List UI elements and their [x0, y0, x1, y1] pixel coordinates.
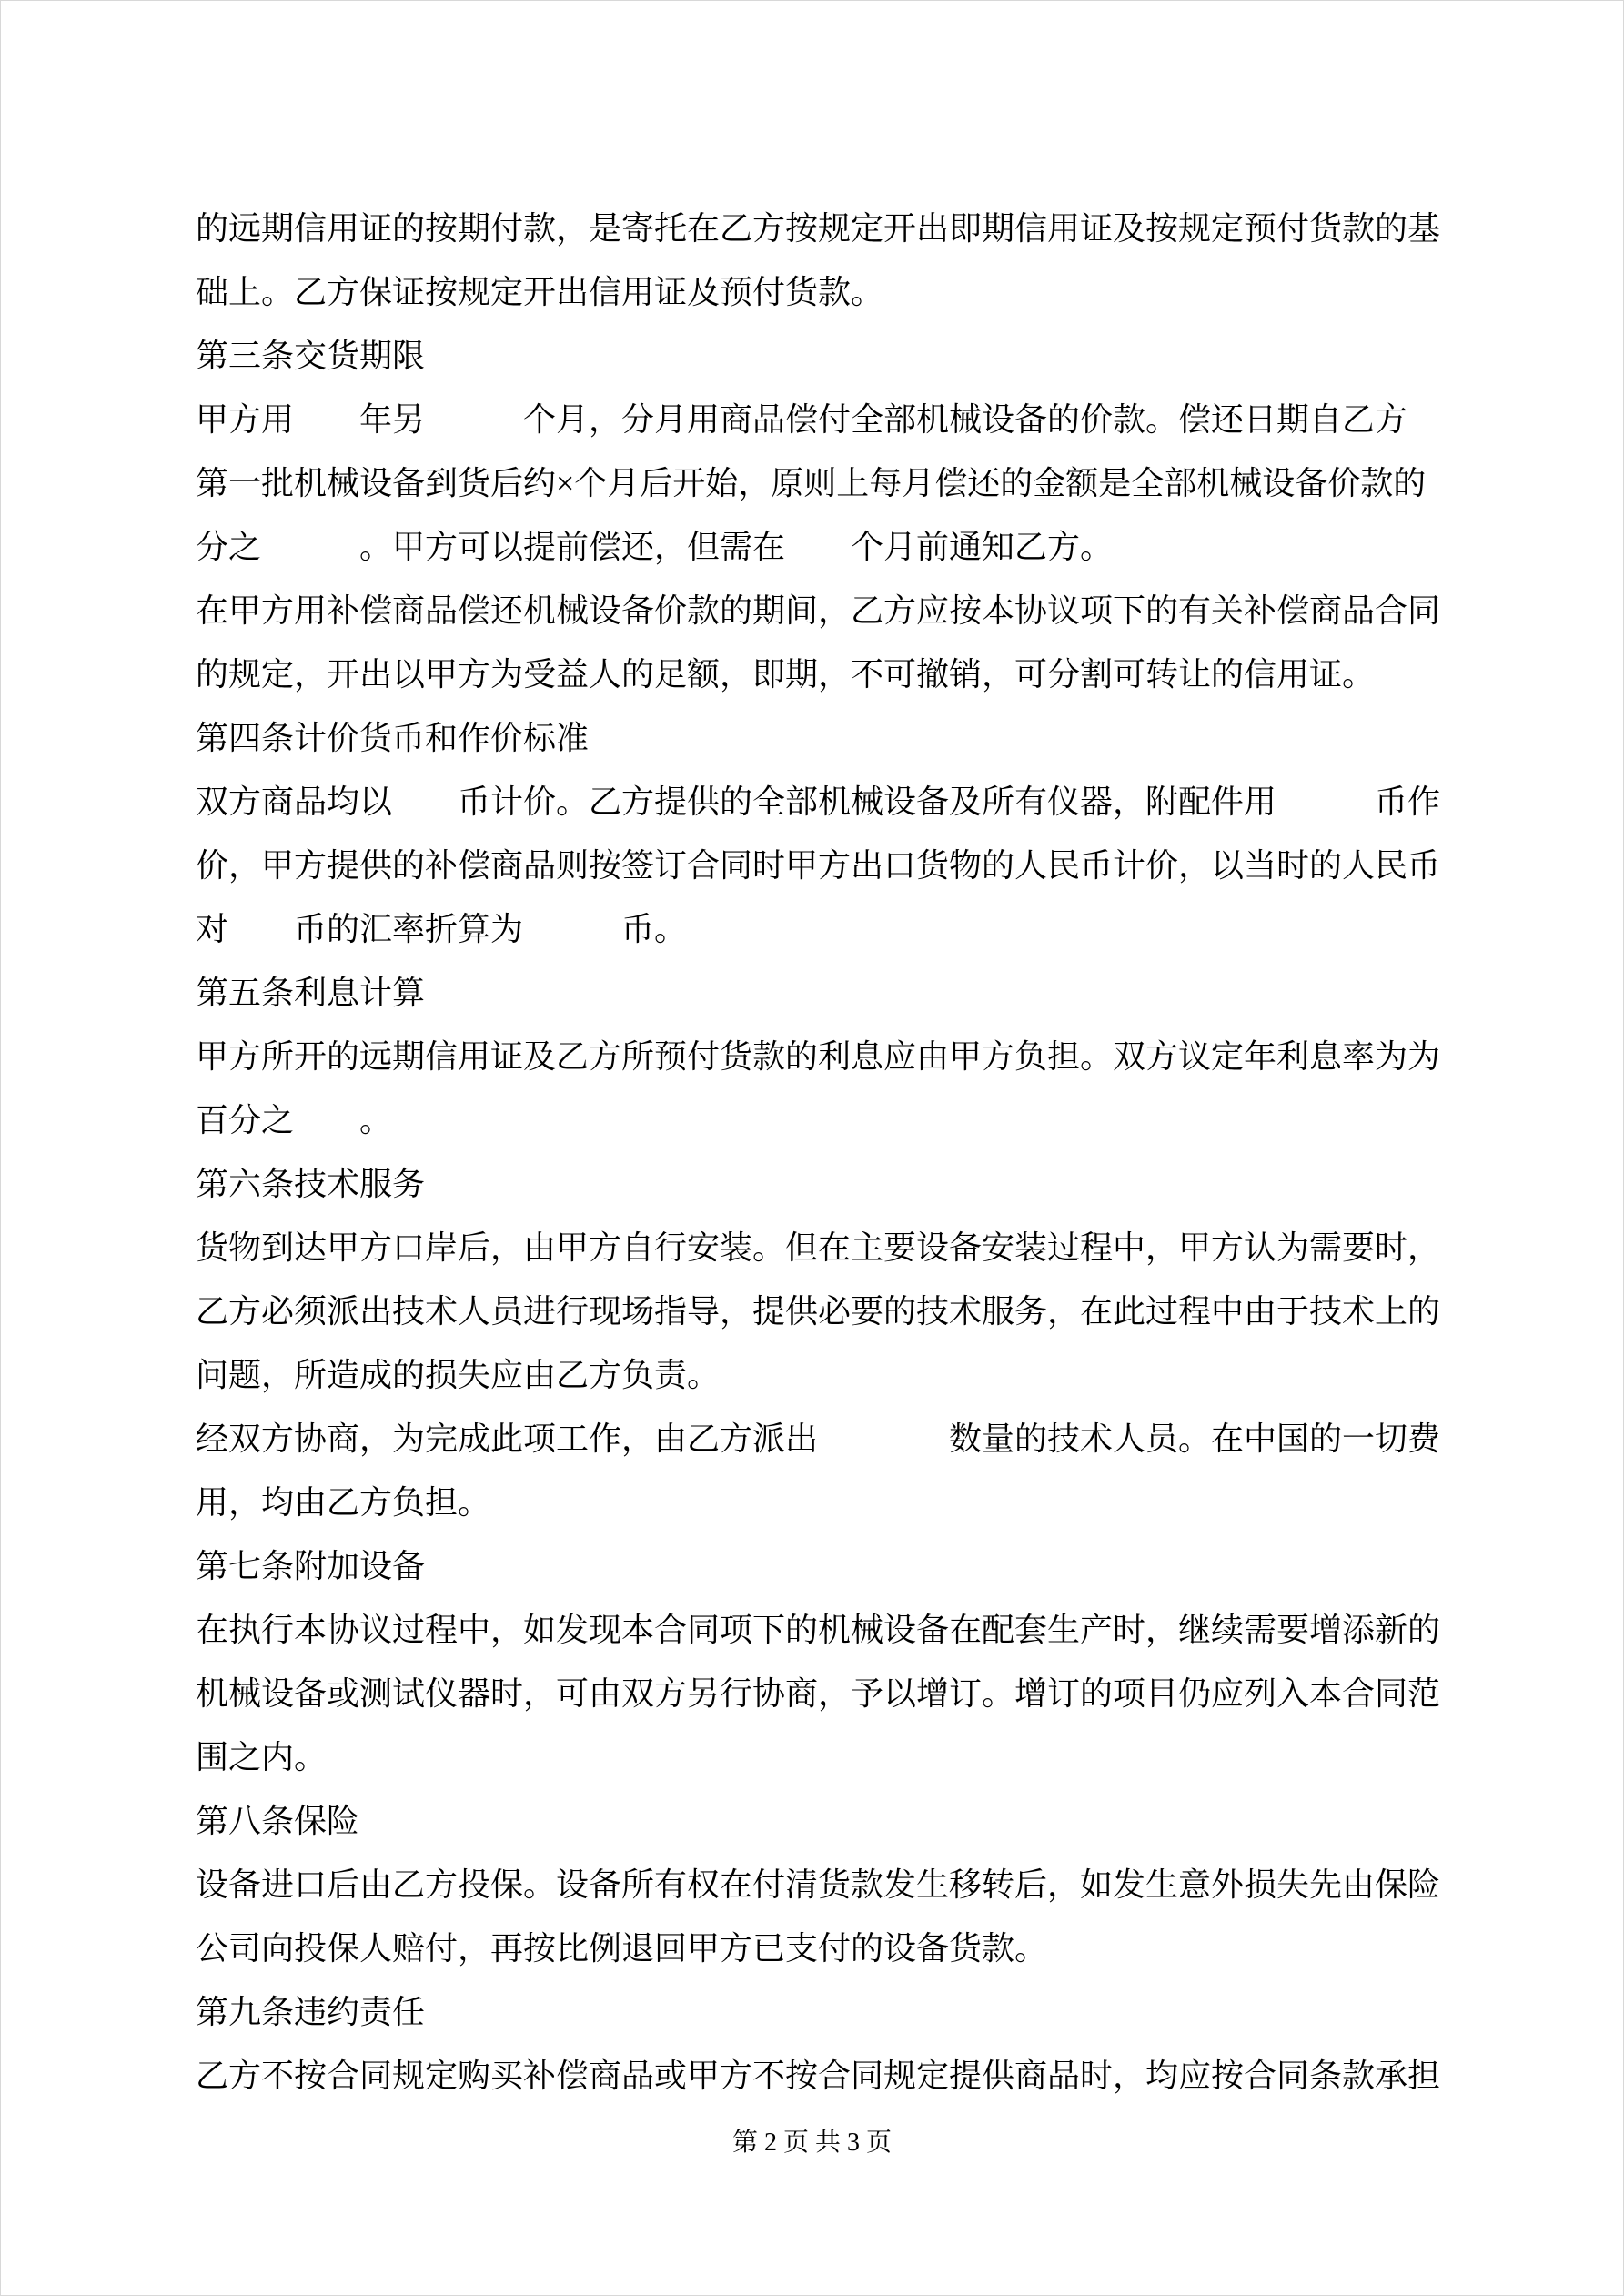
- contract-line: 在甲方用补偿商品偿还机械设备价款的期间，乙方应按本协议项下的有关补偿商品合同: [196, 592, 1441, 629]
- contract-line: 价，甲方提供的补偿商品则按签订合同时甲方出口货物的人民币计价，以当时的人民币: [196, 847, 1441, 884]
- contract-line: 设备进口后由乙方投保。设备所有权在付清货款发生移转后，如发生意外损失先由保险: [196, 1866, 1441, 1903]
- page-number-label: 第 2 页 共 3 页: [731, 2129, 892, 2157]
- contract-line: 经双方协商，为完成此项工作，由乙方派出 数量的技术人员。在中国的一切费: [196, 1421, 1441, 1457]
- section-heading-article-8: 第八条保险: [196, 1803, 360, 1839]
- section-heading-article-3: 第三条交货期限: [196, 338, 426, 374]
- section-heading-article-5: 第五条利息计算: [196, 975, 426, 1011]
- contract-line: 的规定，开出以甲方为受益人的足额，即期，不可撤销，可分割可转让的信用证。: [196, 656, 1376, 693]
- page-footer: [1, 2127, 1623, 2159]
- contract-line: 货物到达甲方口岸后，由甲方自行安装。但在主要设备安装过程中，甲方认为需要时，: [196, 1229, 1441, 1266]
- contract-line: 第一批机械设备到货后约×个月后开始，原则上每月偿还的金额是全部机械设备价款的: [196, 465, 1427, 501]
- contract-body: [196, 197, 1441, 2108]
- section-heading-article-4: 第四条计价货币和作价标准: [196, 720, 590, 756]
- contract-line: 在执行本协议过程中，如发现本合同项下的机械设备在配套生产时，继续需要增添新的: [196, 1612, 1441, 1648]
- contract-line: 双方商品均以 币计价。乙方提供的全部机械设备及所有仪器，附配件用 币作: [196, 784, 1441, 820]
- contract-line: 甲方所开的远期信用证及乙方所预付货款的利息应由甲方负担。双方议定年利息率为为: [196, 1038, 1441, 1075]
- section-heading-article-6: 第六条技术服务: [196, 1166, 426, 1202]
- section-heading-article-7: 第七条附加设备: [196, 1548, 426, 1584]
- contract-line: 公司向投保人赔付，再按比例退回甲方已支付的设备货款。: [196, 1930, 1048, 1967]
- contract-line: 乙方不按合同规定购买补偿商品或甲方不按合同规定提供商品时，均应按合同条款承担: [196, 2058, 1441, 2094]
- contract-line: 分之 。甲方可以提前偿还，但需在 个月前通知乙方。: [196, 529, 1114, 565]
- contract-line: 围之内。: [196, 1739, 328, 1775]
- contract-line: 对 币的汇率折算为 币。: [196, 911, 688, 947]
- contract-line: 乙方必须派出技术人员进行现场指导，提供必要的技术服务，在此过程中由于技术上的: [196, 1293, 1441, 1330]
- contract-line: 甲方用 年另 个月，分月用商品偿付全部机械设备的价款。偿还日期自乙方: [196, 401, 1408, 438]
- contract-line: 百分之 。: [196, 1102, 393, 1138]
- section-heading-article-9: 第九条违约责任: [196, 1994, 426, 2030]
- contract-line: 的远期信用证的按期付款，是寄托在乙方按规定开出即期信用证及按规定预付货款的基: [196, 210, 1441, 247]
- contract-line: 机械设备或测试仪器时，可由双方另行协商，予以增订。增订的项目仍应列入本合同范: [196, 1675, 1441, 1712]
- contract-line: 用，均由乙方负担。: [196, 1484, 491, 1521]
- contract-line: 问题，所造成的损失应由乙方负责。: [196, 1357, 721, 1393]
- contract-line: 础上。乙方保证按规定开出信用证及预付货款。: [196, 274, 884, 310]
